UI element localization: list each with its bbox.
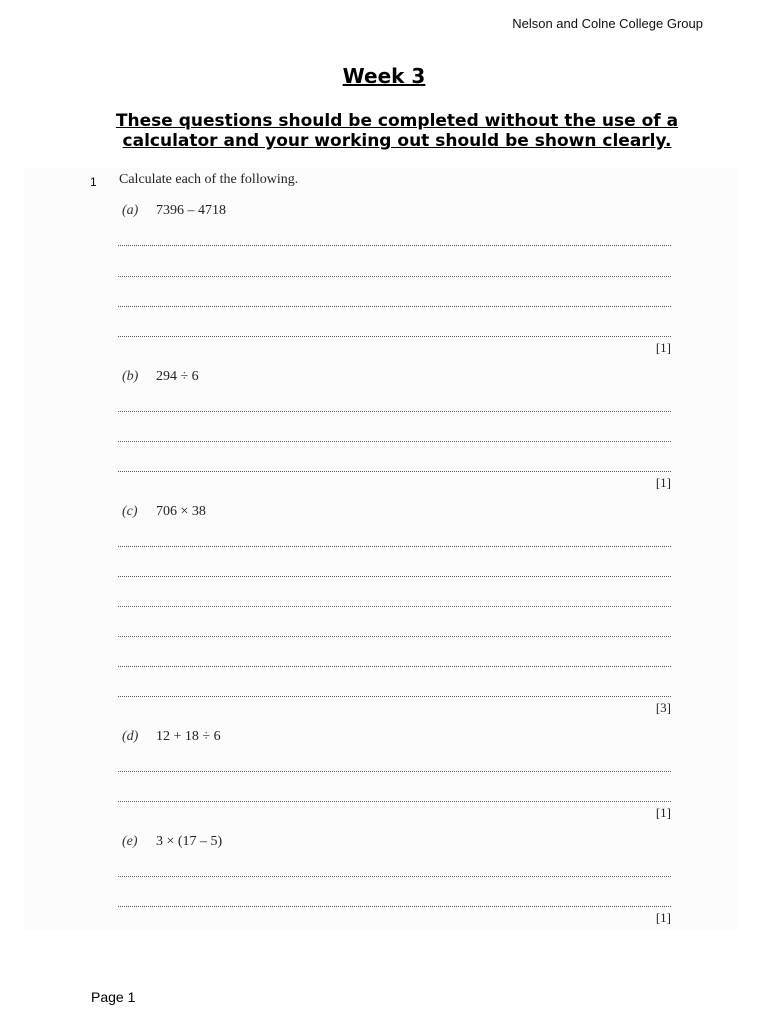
part-d-label: (d) [122,729,139,744]
question-stem: Calculate each of the following. [119,172,299,187]
answer-line[interactable] [118,245,671,246]
part-e-expression: 3 × (17 – 5) [156,834,223,849]
answer-line[interactable] [118,906,671,907]
answer-line[interactable] [118,336,671,337]
part-c-expression: 706 × 38 [156,504,206,519]
answer-line[interactable] [118,276,671,277]
part-d-marks: [1] [655,805,671,820]
page-number: Page 1 [91,989,136,1005]
part-b-label: (b) [122,369,139,384]
part-d-expression: 12 + 18 ÷ 6 [156,729,221,744]
answer-line[interactable] [118,306,671,307]
page-title: Week 3 [342,64,426,88]
answer-line[interactable] [118,771,671,772]
answer-line[interactable] [118,696,671,697]
question-number: 1 [90,175,97,189]
answer-line[interactable] [118,471,671,472]
instructions-text: These questions should be completed without the use of a calculator and your working out should be shown clearly. [115,111,679,151]
part-a-expression: 7396 – 4718 [156,203,226,218]
answer-line[interactable] [118,801,671,802]
answer-line[interactable] [118,666,671,667]
organisation-header: Nelson and Colne College Group [512,16,703,31]
part-c-marks: [3] [655,700,671,715]
answer-line[interactable] [118,546,671,547]
answer-line[interactable] [118,606,671,607]
part-b-marks: [1] [655,475,671,490]
answer-line[interactable] [118,636,671,637]
answer-line[interactable] [118,441,671,442]
part-a-label: (a) [122,203,139,218]
question-scan-area [24,168,738,930]
answer-line[interactable] [118,876,671,877]
part-e-marks: [1] [655,910,671,925]
part-b-expression: 294 ÷ 6 [156,369,199,384]
answer-line[interactable] [118,576,671,577]
part-c-label: (c) [122,504,138,519]
part-a-marks: [1] [655,340,671,355]
answer-line[interactable] [118,411,671,412]
part-e-label: (e) [122,834,138,849]
